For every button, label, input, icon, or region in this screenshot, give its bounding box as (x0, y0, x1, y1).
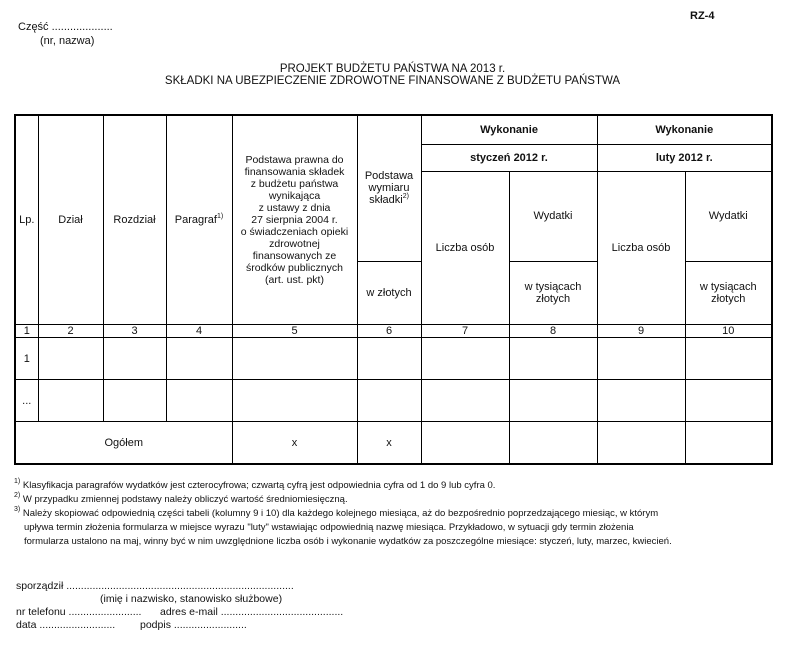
col-number: 5 (232, 325, 357, 338)
footnote-3-line2: upływa termin złożenia formularza w miejsce wyrazu "luty" wstawiając odpowiednią nazwę miesiąca. Przykładowo, w sytuacji gdy termin złożenia (24, 522, 634, 533)
header-dzial: Dział (38, 115, 103, 325)
header-group-feb-period: luty 2012 r. (597, 144, 772, 171)
header-base-unit: w złotych (357, 261, 421, 324)
header-rozdzial: Rozdział (103, 115, 166, 325)
cell-jan-expenses[interactable] (509, 380, 597, 422)
cell-paragraf[interactable] (166, 380, 232, 422)
signature-field: podpis ......................... (140, 619, 247, 631)
header-feb-expenses: Wydatki (685, 171, 772, 261)
header-group-jan-title: Wykonanie (421, 115, 597, 144)
cell-base[interactable] (357, 380, 421, 422)
cell-feb-expenses[interactable] (685, 338, 772, 380)
total-feb-expenses[interactable] (685, 422, 772, 464)
row-lp: ... (15, 380, 38, 422)
cell-rozdzial[interactable] (103, 380, 166, 422)
row-lp: 1 (15, 338, 38, 380)
footnote-1: $^{1)}$ Klasyfikacja paragrafów wydatków jest czterocyfrowa; czwartą cyfrą jest odpowiednia cyfra od 1 do 9 lub cyfra 0. (14, 478, 496, 491)
col-number: 8 (509, 325, 597, 338)
cell-legal-basis[interactable] (232, 338, 357, 380)
cell-feb-persons[interactable] (597, 380, 685, 422)
col-number: 6 (357, 325, 421, 338)
cell-dzial[interactable] (38, 338, 103, 380)
footnote-3-line3: formularza ustalono na maj, winny być w nim uwzględnione liczba osób i wykonanie wydatków za poszczególne miesiące: styczeń, luty, marzec, kwiecień. (24, 536, 672, 547)
total-row (15, 422, 772, 464)
cell-jan-persons[interactable] (421, 380, 509, 422)
table-row (15, 338, 772, 380)
cell-paragraf[interactable] (166, 338, 232, 380)
col-number: 1 (15, 325, 38, 338)
phone-field: nr telefonu ......................... (16, 606, 142, 618)
header-jan-expenses: Wydatki (509, 171, 597, 261)
total-feb-persons[interactable] (597, 422, 685, 464)
header-jan-unit: w tysiącach złotych (509, 261, 597, 324)
budget-table (14, 114, 773, 465)
total-jan-expenses[interactable] (509, 422, 597, 464)
part-field-caption: (nr, nazwa) (40, 35, 95, 47)
form-code: RZ-4 (690, 10, 715, 22)
cell-jan-persons[interactable] (421, 338, 509, 380)
cell-base[interactable] (357, 338, 421, 380)
footnote-2: $^{2)}$ W przypadku zmiennej podstawy należy obliczyć wartość średniomiesięczną. (14, 492, 348, 505)
header-contribution-base: Podstawa wymiaru składki$^{2)}$ (357, 115, 421, 261)
total-base: x (357, 422, 421, 464)
col-number: 9 (597, 325, 685, 338)
cell-rozdzial[interactable] (103, 338, 166, 380)
header-feb-unit: w tysiącach złotych (685, 261, 772, 324)
footnote-3: $^{3)}$ Należy skopiować odpowiednią części tabeli (kolumny 9 i 10) dla każdego kolejnego miesiąca, aż do bezpośrednio poprzedzającego miesiąc, w którym (14, 506, 659, 519)
header-lp: Lp. (15, 115, 38, 325)
cell-legal-basis[interactable] (232, 380, 357, 422)
cell-jan-expenses[interactable] (509, 338, 597, 380)
header-group-feb-title: Wykonanie (597, 115, 772, 144)
total-label: Ogółem (15, 422, 232, 464)
header-feb-persons: Liczba osób (597, 171, 685, 324)
col-number: 3 (103, 325, 166, 338)
date-field: data .......................... (16, 619, 116, 631)
prepared-by-field: sporządził .............................................................................. (16, 580, 294, 592)
header-group-jan-period: styczeń 2012 r. (421, 144, 597, 171)
col-number: 10 (685, 325, 772, 338)
email-field: adres e-mail .......................................... (160, 606, 344, 618)
cell-feb-persons[interactable] (597, 338, 685, 380)
total-legal-basis: x (232, 422, 357, 464)
col-number: 4 (166, 325, 232, 338)
prepared-by-caption: (imię i nazwisko, stanowisko służbowe) (100, 593, 283, 605)
part-field: Część .................... (18, 21, 113, 33)
cell-dzial[interactable] (38, 380, 103, 422)
document-subtitle: SKŁADKI NA UBEZPIECZENIE ZDROWOTNE FINANSOWANE Z BUDŻETU PAŃSTWA (164, 75, 621, 87)
header-paragraf: Paragraf$^{1)}$ (166, 115, 232, 325)
header-jan-persons: Liczba osób (421, 171, 509, 324)
header-legal-basis: Podstawa prawna do finansowania składek z budżetu państwa wynikająca z ustawy z dnia 27 sierpnia 2004 r. o świadczeniach opieki zdrowotnej finansowanych ze środków publicznych (art. ust. pkt) (232, 115, 357, 325)
col-number: 2 (38, 325, 103, 338)
total-jan-persons[interactable] (421, 422, 509, 464)
table-row (15, 380, 772, 422)
col-number: 7 (421, 325, 509, 338)
document-title: PROJEKT BUDŻETU PAŃSTWA NA 2013 r. (279, 63, 506, 75)
cell-feb-expenses[interactable] (685, 380, 772, 422)
